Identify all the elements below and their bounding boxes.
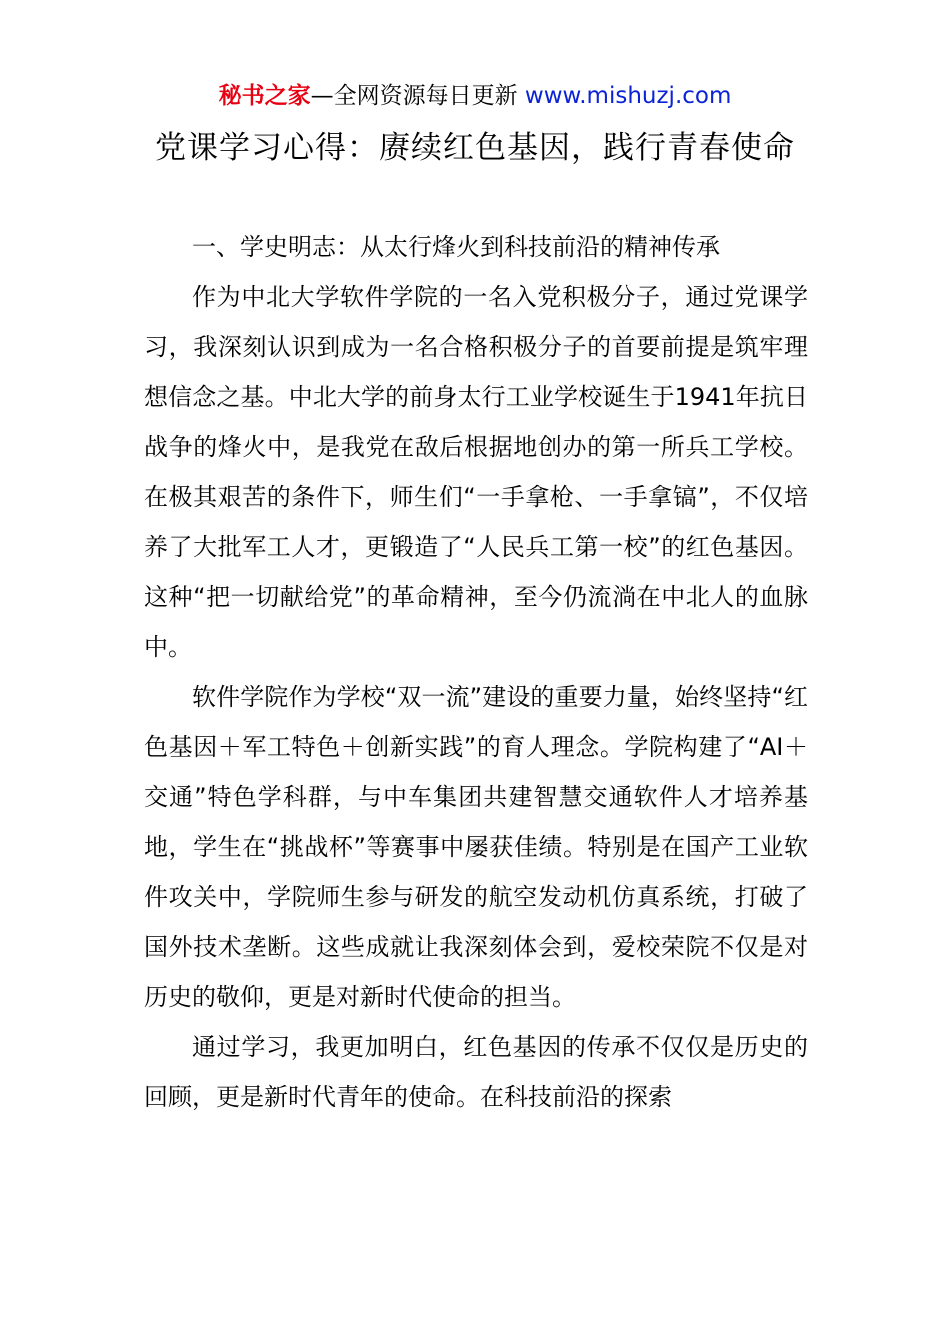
site-brand: 秘书之家 xyxy=(218,83,311,109)
document-body xyxy=(144,222,808,1122)
section-heading: 一、学史明志：从太行烽火到科技前沿的精神传承 xyxy=(192,233,720,261)
paragraph: 通过学习，我更加明白，红色基因的传承不仅仅是历史的回顾，更是新时代青年的使命。在科技前沿的探索 xyxy=(144,1033,808,1111)
paragraph: 作为中北大学软件学院的一名入党积极分子，通过党课学习，我深刻认识到成为一名合格积极分子的首要前提是筑牢理想信念之基。中北大学的前身太行工业学校诞生于1941年抗日战争的烽火中，是我党在敌后根据地创办的第一所兵工学校。在极其艰苦的条件下，师生们“一手拿枪、一手拿镐”，不仅培养了大批军工人才，更锻造了“人民兵工第一校”的红色基因。这种“把一切献给党”的革命精神，至今仍流淌在中北人的血脉中。 xyxy=(144,283,808,661)
site-tagline: —全网资源每日更新 xyxy=(310,83,525,109)
site-url-link[interactable]: www.mishuzj.com xyxy=(524,83,732,109)
site-header xyxy=(0,80,950,112)
document-title: 党课学习心得：赓续红色基因，践行青春使命 xyxy=(155,130,795,166)
paragraph: 软件学院作为学校“双一流”建设的重要力量，始终坚持“红色基因＋军工特色＋创新实践”的育人理念。学院构建了“AI＋交通”特色学科群，与中车集团共建智慧交通软件人才培养基地，学生在“挑战杯”等赛事中屡获佳绩。特别是在国产工业软件攻关中，学院师生参与研发的航空发动机仿真系统，打破了国外技术垄断。这些成就让我深刻体会到，爱校荣院不仅是对历史的敬仰，更是对新时代使命的担当。 xyxy=(144,683,808,1011)
